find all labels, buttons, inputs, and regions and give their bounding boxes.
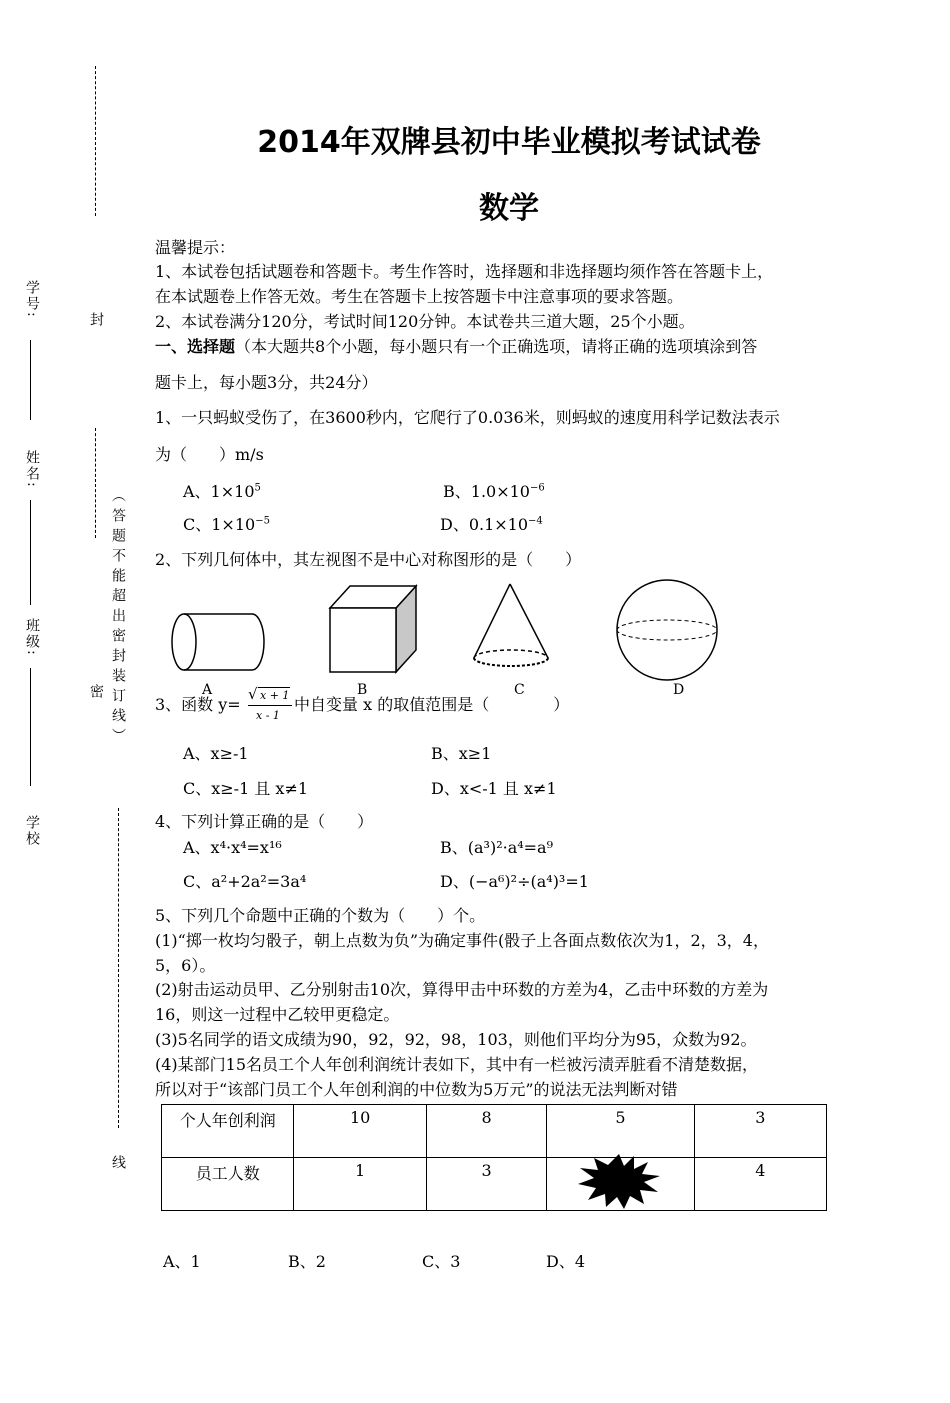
table-row — [162, 1105, 827, 1158]
q2-label-d: D — [673, 682, 685, 698]
class-label: 班级: — [24, 618, 40, 657]
tips-line-1: 1、本试卷包括试题卷和答题卡。考生作答时，选择题和非选择题均须作答在答题卡上， — [155, 262, 774, 281]
sqrt-sign: √ — [248, 685, 258, 703]
q1-stem-2: 为（ ）m/s — [155, 445, 264, 464]
cone-figure — [474, 584, 548, 666]
q1-option-a: A、$1\times 10^5$ — [183, 482, 261, 501]
sphere-figure — [617, 580, 717, 680]
school-label: 学校 — [24, 815, 40, 847]
seal-dashed-line-mid — [95, 428, 96, 538]
table-cell: 员工人数 — [162, 1158, 294, 1211]
table-cell: 1 — [294, 1158, 426, 1211]
fraction-denominator: x - 1 — [256, 709, 280, 722]
q3-stem-post: 中自变量 x 的取值范围是（ ） — [294, 695, 570, 714]
cylinder-figure — [172, 614, 264, 670]
profit-table — [161, 1104, 827, 1211]
q5-prop-2b: 16，则这一过程中乙较甲更稳定。 — [155, 1005, 400, 1024]
q1-option-c: C、$1\times 10^{-5}$ — [183, 515, 270, 534]
q5-prop-3: (3)5名同学的语文成绩为90，92，92，98，103，则他们平均分为95，众数为92。 — [155, 1030, 757, 1049]
name-line — [30, 500, 31, 605]
tips-line-2: 2、本试卷满分120分，考试时间120分钟。本试卷共三道大题，25个小题。 — [155, 312, 695, 331]
q3-option-d: D、x<-1 且 x≠1 — [431, 779, 557, 798]
q5-prop-1a: (1)“掷一枚均匀骰子，朝上点数为负”为确定事件(骰子上各面点数依次为1，2，3，4， — [155, 931, 769, 950]
table-row — [162, 1158, 827, 1211]
q5-stem: 5、下列几个命题中正确的个数为（ ）个。 — [155, 906, 486, 925]
table-cell: 3 — [694, 1105, 826, 1158]
subject-title: 数学 — [479, 191, 539, 226]
table-cell: 5 — [547, 1105, 694, 1158]
q2-figures — [160, 578, 740, 696]
table-cell: 3 — [426, 1158, 546, 1211]
sqrt-bar — [258, 687, 290, 688]
q1-option-d: D、$0.1\times 10^{-4}$ — [440, 515, 543, 534]
table-cell: 个人年创利润 — [162, 1105, 294, 1158]
class-line — [30, 668, 31, 786]
q5-option-c: C、3 — [422, 1252, 461, 1271]
q4-option-d: D、(−a⁶)²÷(a⁴)³=1 — [440, 872, 589, 891]
q5-prop-4b: 所以对于“该部门员工个人年创利润的中位数为5万元”的说法无法判断对错 — [155, 1080, 678, 1099]
q4-option-c: C、a²+2a²=3a⁴ — [183, 872, 307, 891]
seal-char-feng: 封 — [88, 312, 104, 328]
student-id-line — [30, 340, 31, 420]
q2-stem: 2、下列几何体中，其左视图不是中心对称图形的是（ ） — [155, 550, 582, 569]
table-cell: 4 — [694, 1158, 826, 1211]
exam-title: 2014年双牌县初中毕业模拟考试试卷 — [257, 125, 761, 160]
q3-fraction — [248, 684, 292, 726]
q4-option-a: A、x⁴·x⁴=x¹⁶ — [183, 838, 282, 857]
fraction-bar — [248, 705, 292, 706]
table-cell-smudged — [547, 1158, 694, 1211]
table-cell: 10 — [294, 1105, 426, 1158]
section-heading — [155, 337, 757, 357]
student-id-label: 学号: — [24, 280, 40, 319]
q3-stem-pre: 3、函数 y= — [155, 695, 241, 714]
ink-smudge-icon — [574, 1152, 664, 1210]
q5-option-b: B、2 — [288, 1252, 326, 1271]
q3-option-b: B、x≥1 — [431, 744, 492, 763]
q3-option-a: A、x≥-1 — [183, 744, 249, 763]
fraction-numerator: x + 1 — [260, 689, 290, 702]
q5-option-a: A、1 — [163, 1252, 201, 1271]
section-desc-1: （本大题共8个小题，每小题只有一个正确选项，请将正确的选项填涂到答 — [235, 337, 758, 356]
section-label: 一、选择题 — [155, 337, 236, 356]
seal-notice: （答题不能超出密封装订线） — [110, 488, 126, 748]
tips-heading: 温馨提示： — [155, 238, 236, 257]
q2-label-c: C — [514, 682, 525, 698]
q1-option-b: B、$1.0\times 10^{-6}$ — [443, 482, 545, 501]
seal-char-mi: 密 — [88, 684, 104, 700]
tips-line-1b: 在本试题卷上作答无效。考生在答题卡上按答题卡中注意事项的要求答题。 — [155, 287, 684, 306]
q2-label-a: A — [202, 682, 213, 698]
table-cell: 8 — [426, 1105, 546, 1158]
seal-char-xian: 线 — [110, 1155, 126, 1171]
q1-stem-1: 1、一只蚂蚁受伤了，在3600秒内，它爬行了0.036米，则蚂蚁的速度用科学记数法表示 — [155, 408, 780, 427]
name-label: 姓名: — [24, 450, 40, 489]
q4-option-b: B、(a³)²·a⁴=a⁹ — [440, 838, 554, 857]
q2-label-b: B — [357, 682, 368, 698]
cube-figure — [330, 586, 416, 672]
q5-option-d: D、4 — [546, 1252, 586, 1271]
q5-prop-4a: (4)某部门15名员工个人年创利润统计表如下，其中有一栏被污渍弄脏看不清楚数据， — [155, 1055, 759, 1074]
section-desc-2: 题卡上，每小题3分，共24分） — [155, 373, 378, 392]
q3-option-c: C、x≥-1 且 x≠1 — [183, 779, 309, 798]
q5-prop-1b: 5，6）。 — [155, 956, 216, 975]
seal-dashed-line-lower — [118, 808, 119, 1128]
q4-stem: 4、下列计算正确的是（ ） — [155, 812, 374, 831]
q5-prop-2a: (2)射击运动员甲、乙分别射击10次，算得甲击中环数的方差为4，乙击中环数的方差为 — [155, 980, 769, 999]
